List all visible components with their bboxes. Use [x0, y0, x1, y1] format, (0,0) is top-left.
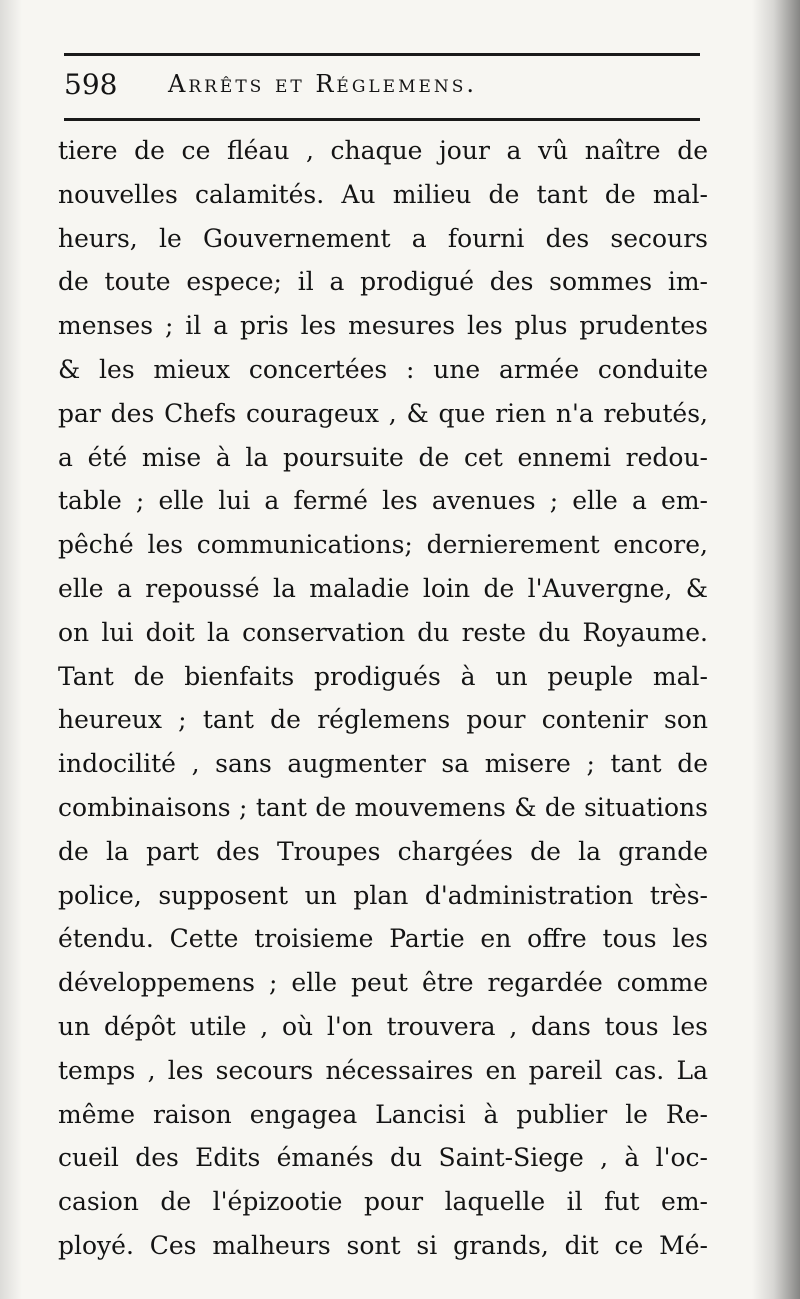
text-line: combinaisons ; tant de mouvemens & de situations — [58, 792, 708, 822]
text-line: par des Chefs courageux , & que rien n'a rebutés, — [58, 398, 708, 428]
text-line: menses ; il a pris les mesures les plus prudentes — [58, 311, 708, 341]
body-text — [58, 129, 708, 1268]
page-number: 598 — [64, 68, 118, 101]
text-line: heurs, le Gouvernement a fourni des secours — [58, 223, 708, 253]
text-line: table ; elle lui a fermé les avenues ; elle a em- — [58, 486, 708, 516]
text-line: développemens ; elle peut être regardée comme — [58, 968, 708, 998]
page-gutter-shadow — [0, 0, 22, 1299]
text-line: police, supposent un plan d'administration très- — [58, 880, 708, 910]
text-line: a été mise à la poursuite de cet ennemi redou- — [58, 442, 708, 472]
text-line: même raison engagea Lancisi à publier le Re- — [58, 1099, 708, 1129]
text-line: indocilité , sans augmenter sa misere ; tant de — [58, 749, 708, 779]
text-line: heureux ; tant de réglemens pour contenir son — [58, 705, 708, 735]
text-line: de la part des Troupes chargées de la grande — [58, 836, 708, 866]
text-line: de toute espece; il a prodigué des sommes im- — [58, 267, 708, 297]
header-rule-top — [64, 53, 700, 56]
page-edge-shadow — [752, 0, 800, 1299]
text-line: tiere de ce fléau , chaque jour a vû naître de — [58, 136, 708, 165]
text-line: elle a repoussé la maladie loin de l'Auvergne, & — [58, 573, 708, 603]
page-header — [64, 66, 700, 108]
text-line: Tant de bienfaits prodigués à un peuple mal- — [58, 661, 708, 691]
text-line: un dépôt utile , où l'on trouvera , dans tous les — [58, 1011, 708, 1041]
text-line: étendu. Cette troisieme Partie en offre tous les — [58, 924, 708, 954]
running-head: Arrêts et Réglemens. — [168, 70, 478, 98]
text-line: casion de l'épizootie pour laquelle il fut em- — [58, 1187, 708, 1217]
text-line: pêché les communications; dernierement encore, — [58, 530, 708, 560]
text-line: ployé. Ces malheurs sont si grands, dit ce Mé- — [58, 1230, 708, 1260]
text-line: temps , les secours nécessaires en pareil cas. La — [58, 1055, 708, 1085]
text-line: nouvelles calamités. Au milieu de tant de mal- — [58, 179, 708, 209]
text-line: cueil des Edits émanés du Saint-Siege , à l'oc- — [58, 1143, 708, 1173]
text-line: on lui doit la conservation du reste du Royaume. — [58, 617, 708, 647]
text-line: & les mieux concertées : une armée conduite — [58, 354, 708, 384]
header-rule-bottom — [64, 118, 700, 121]
